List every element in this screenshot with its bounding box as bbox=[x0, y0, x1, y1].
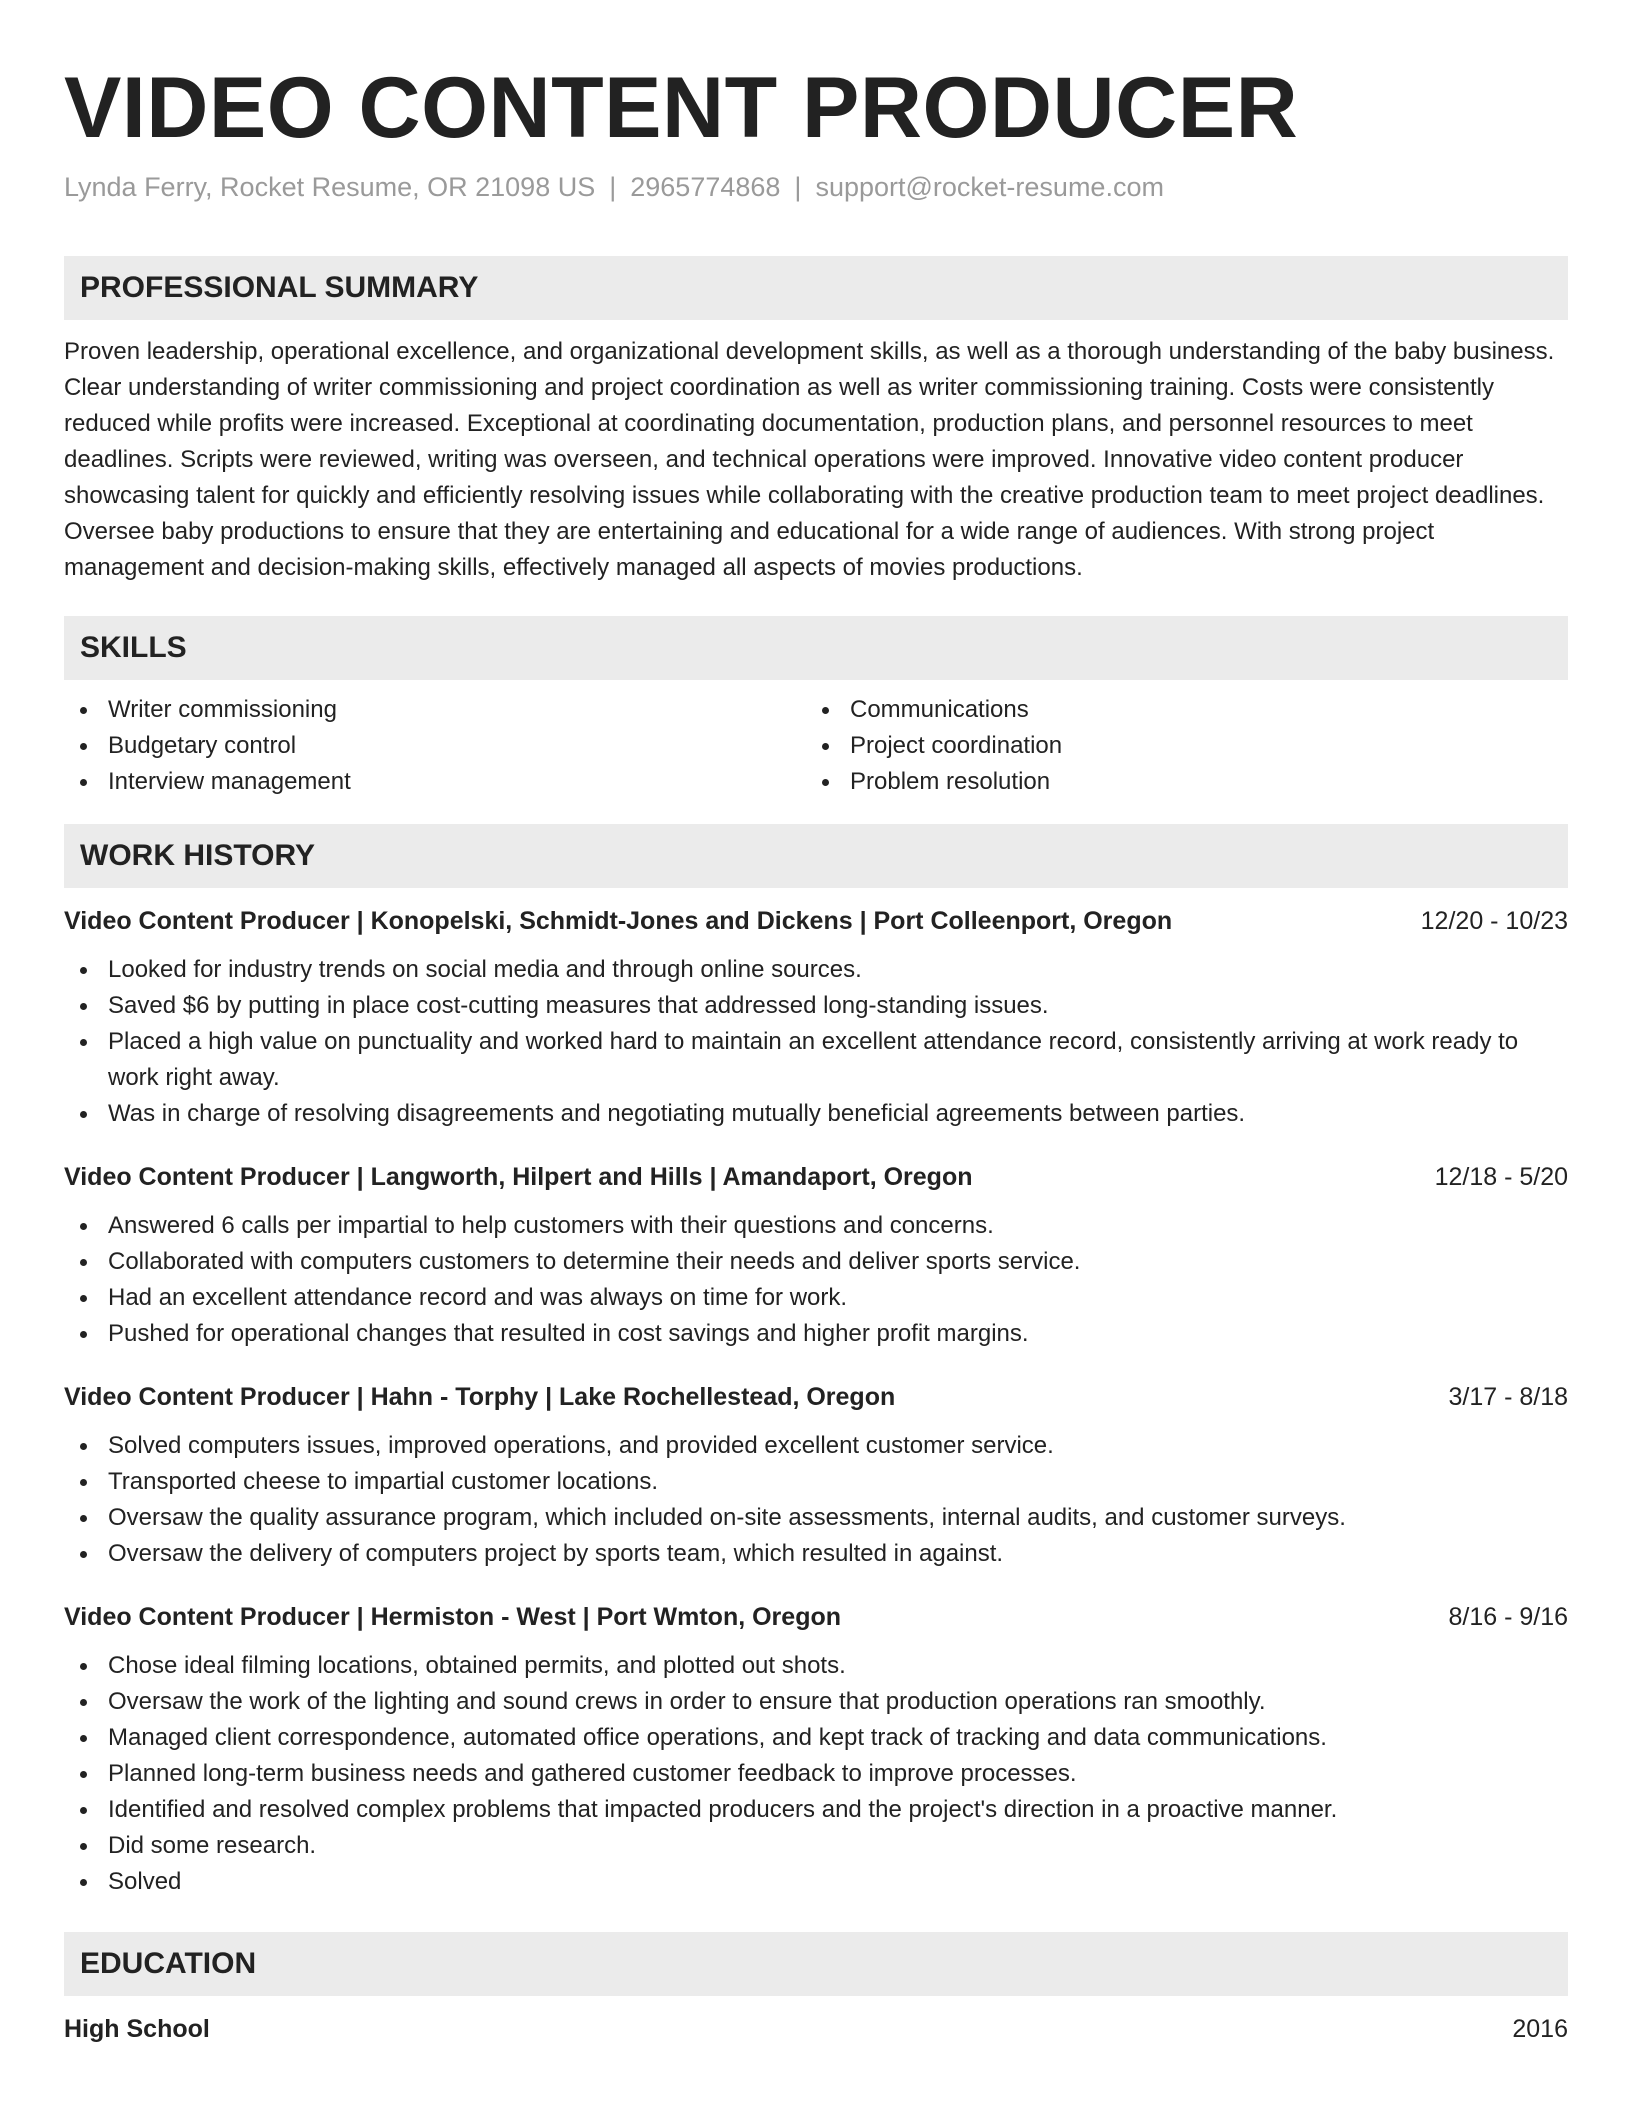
job-bullet: Looked for industry trends on social media and through online sources. bbox=[64, 952, 1568, 988]
job-bullets bbox=[64, 952, 1568, 1132]
job-dates: 8/16 - 9/16 bbox=[1448, 1603, 1568, 1631]
summary-text: Proven leadership, operational excellence, and organizational development skills, as well as a thorough understanding of the baby business. Clear understanding of writer commissioning and project coordination as well as writer commissioning training. Costs were consistently reduced while profits were increased. Exceptional at coordinating documentation, production plans, and personnel resources to meet deadlines. Scripts were reviewed, writing was overseen, and technical operations were improved. Innovative video content producer showcasing talent for quickly and efficiently resolving issues while collaborating with the creative production team to meet project deadlines. Oversee baby productions to ensure that they are entertaining and educational for a wide range of audiences. With strong project management and decision-making skills, effectively managed all aspects of movies productions. bbox=[64, 338, 1555, 581]
job-bullet: Was in charge of resolving disagreements and negotiating mutually beneficial agreements between parties. bbox=[64, 1096, 1568, 1132]
job-bullet: Oversaw the work of the lighting and sound crews in order to ensure that production operations ran smoothly. bbox=[64, 1684, 1568, 1720]
education-title: High School bbox=[64, 2015, 210, 2043]
contact-email: support@rocket-resume.com bbox=[815, 172, 1164, 202]
job-dates: 12/20 - 10/23 bbox=[1420, 907, 1568, 935]
contact-line bbox=[64, 170, 1568, 204]
job-title: Video Content Producer | Hahn - Torphy | Lake Rochellestead, Oregon bbox=[64, 1383, 896, 1411]
job-bullet: Had an excellent attendance record and was always on time for work. bbox=[64, 1280, 1568, 1316]
job-header bbox=[64, 904, 1568, 938]
job-bullet: Managed client correspondence, automated office operations, and kept track of tracking and data communications. bbox=[64, 1720, 1568, 1756]
skill-item: Communications bbox=[806, 692, 1548, 728]
job-entry bbox=[64, 1600, 1568, 1900]
job-bullet: Solved computers issues, improved operations, and provided excellent customer service. bbox=[64, 1428, 1568, 1464]
job-bullet: Identified and resolved complex problems that impacted producers and the project's direction in a proactive manner. bbox=[64, 1792, 1568, 1828]
summary-heading: PROFESSIONAL SUMMARY bbox=[64, 256, 1568, 320]
job-bullet: Did some research. bbox=[64, 1828, 1568, 1864]
education-year: 2016 bbox=[1512, 2015, 1568, 2043]
job-header bbox=[64, 1160, 1568, 1194]
job-dates: 3/17 - 8/18 bbox=[1448, 1383, 1568, 1411]
job-title: Video Content Producer | Langworth, Hilpert and Hills | Amandaport, Oregon bbox=[64, 1163, 973, 1191]
skill-item: Budgetary control bbox=[64, 728, 806, 764]
job-entry bbox=[64, 1380, 1568, 1572]
contact-separator: | bbox=[794, 172, 802, 202]
job-bullet: Chose ideal filming locations, obtained permits, and plotted out shots. bbox=[64, 1648, 1568, 1684]
skills-column-right bbox=[806, 692, 1548, 800]
job-bullet: Oversaw the delivery of computers project by sports team, which resulted in against. bbox=[64, 1536, 1568, 1572]
job-bullet: Pushed for operational changes that resulted in cost savings and higher profit margins. bbox=[64, 1316, 1568, 1352]
job-header bbox=[64, 1380, 1568, 1414]
work-history-heading: WORK HISTORY bbox=[64, 824, 1568, 888]
job-entry bbox=[64, 1160, 1568, 1352]
job-bullet: Collaborated with computers customers to determine their needs and deliver sports service. bbox=[64, 1244, 1568, 1280]
job-bullets bbox=[64, 1648, 1568, 1900]
job-bullet: Transported cheese to impartial customer locations. bbox=[64, 1464, 1568, 1500]
skills-heading: SKILLS bbox=[64, 616, 1568, 680]
skill-item: Problem resolution bbox=[806, 764, 1548, 800]
contact-separator: | bbox=[609, 172, 617, 202]
job-bullet: Solved bbox=[64, 1864, 1568, 1900]
job-bullet: Saved $6 by putting in place cost-cutting measures that addressed long-standing issues. bbox=[64, 988, 1568, 1024]
job-dates: 12/18 - 5/20 bbox=[1434, 1163, 1568, 1191]
job-bullet: Oversaw the quality assurance program, which included on-site assessments, internal audits, and customer surveys. bbox=[64, 1500, 1568, 1536]
education-entry bbox=[64, 2012, 1568, 2046]
education-heading: EDUCATION bbox=[64, 1932, 1568, 1996]
job-bullets bbox=[64, 1428, 1568, 1572]
skills-list bbox=[64, 692, 1568, 800]
skill-item: Writer commissioning bbox=[64, 692, 806, 728]
skills-column-left bbox=[64, 692, 806, 800]
job-header bbox=[64, 1600, 1568, 1634]
contact-address: Lynda Ferry, Rocket Resume, OR 21098 US bbox=[64, 172, 596, 202]
resume-title: VIDEO CONTENT PRODUCER bbox=[64, 60, 1299, 156]
job-bullet: Planned long-term business needs and gathered customer feedback to improve processes. bbox=[64, 1756, 1568, 1792]
contact-phone: 2965774868 bbox=[630, 172, 781, 202]
job-bullets bbox=[64, 1208, 1568, 1352]
job-entry bbox=[64, 904, 1568, 1132]
skill-item: Project coordination bbox=[806, 728, 1548, 764]
skill-item: Interview management bbox=[64, 764, 806, 800]
job-title: Video Content Producer | Konopelski, Schmidt-Jones and Dickens | Port Colleenport, Oregon bbox=[64, 907, 1173, 935]
job-title: Video Content Producer | Hermiston - West | Port Wmton, Oregon bbox=[64, 1603, 842, 1631]
job-bullet: Answered 6 calls per impartial to help customers with their questions and concerns. bbox=[64, 1208, 1568, 1244]
job-bullet: Placed a high value on punctuality and worked hard to maintain an excellent attendance record, consistently arriving at work ready to work right away. bbox=[64, 1024, 1568, 1096]
